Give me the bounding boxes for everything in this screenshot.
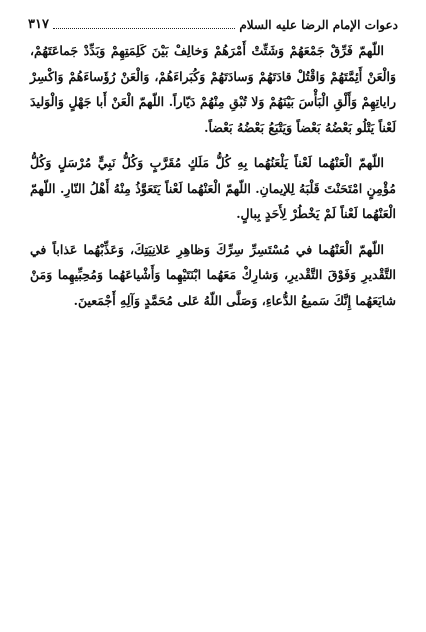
paragraph-2: اللّهمّ الْعَنْهُما لَعْناً يَلْعَنُهُما بِهِ كُلُّ مَلَكٍ مُقَرَّبٍ وَكُلُّ نَبِيٍّ مُرْسَلٍ وَكُلُّ مُؤْمِنٍ امْتَحَنْتَ قَلْبَهُ لِلإيمانِ. اللّهمّ الْعَنْهُما لَعْناً يَتَعَوَّذُ مِنْهُ أَهْلُ النّارِ. اللّهمّ الْعَنْهُما لَعْناً لَمْ يَخْطُرْ لِأَحَدٍ بِبالٍ.: [30, 155, 396, 221]
paragraph-3: اللّهمّ الْعَنْهُما في مُسْتَسِرِّ سِرِّكَ وَظاهِرِ عَلانِيَتِكَ، وَعَذِّبْهُما عَذاباً في التَّقْديرِ وَفَوْقَ التَّقْديرِ، وَشارِكْ مَعَهُما ابْنَتَيْهِما وَأَشْياعَهُما وَمُحِبِّيهِما وَمَنْ شايَعَهُما إِنَّكَ سَميعُ الدُّعاءِ، وَصَلَّى اللّهُ عَلى مُحَمَّدٍ وَآلِهِ أَجْمَعينَ.: [30, 241, 396, 308]
page-number: ٣١٧: [28, 17, 49, 32]
header-dot-leader: [53, 27, 235, 29]
running-header: [28, 8, 398, 33]
document-body: [30, 38, 396, 323]
paragraph-1: اللّهمّ فَرِّقْ جَمْعَهُمْ وَشَتِّتْ أَمْرَهُمْ وَخالِفْ بَيْنَ كَلِمَتِهِمْ وَبَدِّدْ جَماعَتَهُمْ، وَالْعَنْ أَئِمَّتَهُمْ وَاقْتُلْ قادَتَهُمْ وَسادَتَهُمْ وَكُبَراءَهُمْ، وَالْعَنْ رُؤَساءَهُمْ وَاكْسِرْ راياتِهِمْ وَأَلْقِ الْبَأْسَ بَيْنَهُمْ وَلا تُبْقِ مِنْهُمْ دَيّاراً. اللّهمّ الْعَنْ أَبا جَهْلٍ وَالْوَليدَ لَعْناً يَتْلُو بَعْضُهُ بَعْضاً وَيَتْبَعُ بَعْضُهُ بَعْضاً.: [30, 43, 396, 135]
header-title: دعوات الإمام الرضا عليه السلام: [239, 18, 398, 32]
